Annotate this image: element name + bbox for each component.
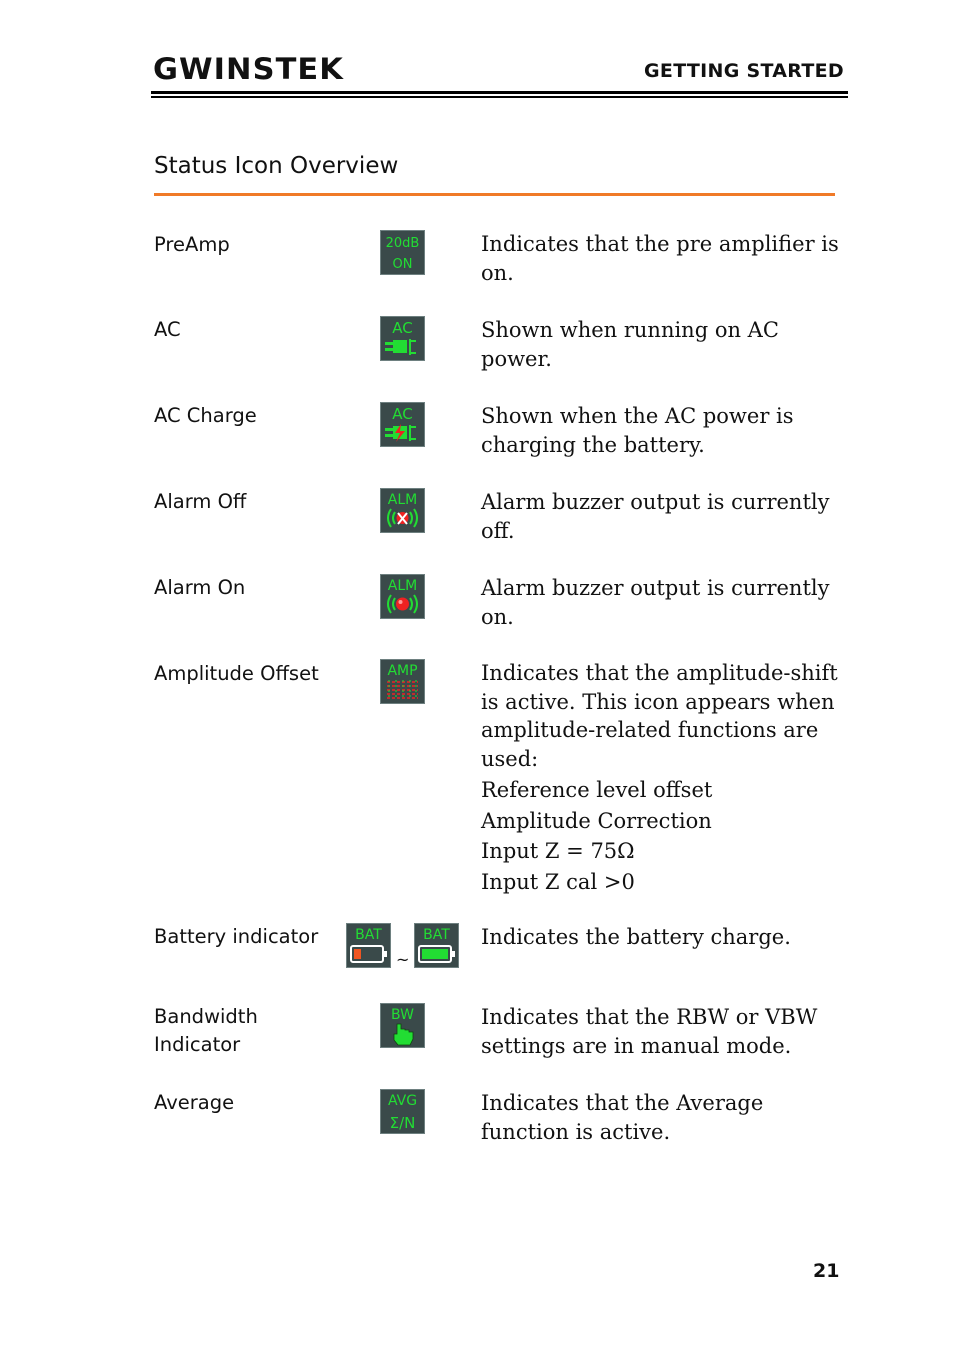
svg-text:AC: AC — [392, 405, 413, 423]
ac-plug-icon — [380, 316, 425, 361]
svg-text:AMP: AMP — [387, 663, 418, 679]
row-label-ac-charge: AC Charge — [154, 404, 257, 427]
row-label-bandwidth: Bandwidth Indicator — [154, 1005, 258, 1056]
battery-range-separator: ~ — [396, 950, 410, 969]
list-item: Reference level offset — [481, 778, 713, 802]
svg-text:20dB: 20dB — [385, 236, 420, 251]
list-item: Input Z = 75Ω — [481, 839, 635, 863]
gwinstek-logo: GWINSTEK — [153, 52, 344, 86]
row-label-amplitude-offset: Amplitude Offset — [154, 662, 319, 685]
alarm-off-icon — [380, 488, 425, 533]
ac-charge-icon — [380, 402, 425, 447]
row-desc-battery: Indicates the battery charge. — [481, 925, 791, 949]
header-rule-thick — [151, 91, 848, 94]
row-label-alarm-off: Alarm Off — [154, 490, 247, 513]
row-desc-ac: Shown when running on AC power. — [481, 318, 779, 371]
preamp-icon — [380, 230, 425, 275]
alarm-on-icon — [380, 574, 425, 619]
battery-low-icon — [346, 923, 391, 968]
list-item: Input Z cal >0 — [481, 869, 635, 894]
row-label-preamp: PreAmp — [154, 233, 230, 256]
row-desc-alarm-on: Alarm buzzer output is currently on. — [481, 576, 830, 629]
svg-text:BW: BW — [391, 1007, 414, 1023]
svg-text:AVG: AVG — [387, 1093, 418, 1109]
amplitude-offset-icon — [380, 659, 425, 704]
row-desc-bandwidth: Indicates that the RBW or VBW settings are in manual mode. — [481, 1005, 818, 1058]
row-desc-preamp: Indicates that the pre amplifier is on. — [481, 232, 839, 285]
title-underline — [154, 193, 835, 196]
row-label-average: Average — [154, 1091, 235, 1114]
row-desc-alarm-off: Alarm buzzer output is currently off. — [481, 490, 830, 543]
page-number: 21 — [813, 1260, 840, 1282]
svg-text:ALM: ALM — [387, 578, 418, 594]
row-label-battery: Battery indicator — [154, 925, 319, 948]
svg-text:ALM: ALM — [387, 492, 418, 508]
row-label-ac: AC — [154, 318, 181, 341]
section-title: GETTING STARTED — [644, 60, 844, 82]
average-icon — [380, 1089, 425, 1134]
battery-full-icon — [414, 923, 459, 968]
page-title: Status Icon Overview — [154, 153, 399, 179]
list-item: Amplitude Correction — [481, 808, 712, 833]
row-desc-ac-charge: Shown when the AC power is charging the battery. — [481, 404, 794, 457]
svg-text:AC: AC — [392, 319, 413, 337]
svg-text:BAT: BAT — [423, 927, 450, 943]
row-label-alarm-on: Alarm On — [154, 576, 246, 599]
row-desc-average: Indicates that the Average function is active. — [481, 1091, 764, 1144]
svg-text:BAT: BAT — [355, 927, 382, 943]
header-rule-thin — [151, 96, 848, 98]
svg-text:Σ/N: Σ/N — [389, 1114, 416, 1132]
svg-text:ON: ON — [392, 257, 413, 272]
bandwidth-icon — [380, 1003, 425, 1048]
row-desc-amplitude-offset — [481, 659, 851, 897]
amplitude-offset-intro: Indicates that the amplitude-shift is active. This icon appears when amplitude-related functions are used: — [481, 661, 838, 771]
